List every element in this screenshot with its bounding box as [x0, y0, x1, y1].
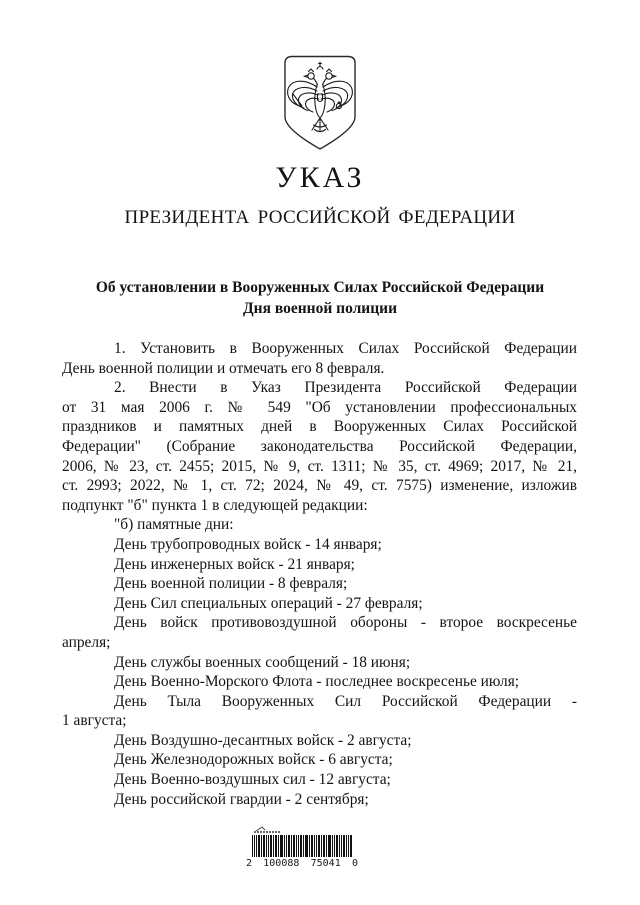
body-line: от 31 мая 2006 г. № 549 "Об установлении профессиональных	[62, 398, 577, 416]
body-line: День Сил специальных операций - 27 февраля;	[114, 594, 423, 612]
document-title-line2: Дня военной полиции	[242, 300, 398, 317]
body-line: День Военно-Морского Флота - последнее воскресенье июля;	[114, 673, 520, 691]
body-line: "б) памятные дни:	[114, 516, 234, 534]
barcode-digit-group: 0	[351, 858, 358, 869]
barcode-digit-group: 75041	[310, 858, 341, 869]
barcode-digits	[243, 858, 361, 869]
barcode-digit-group: 100088	[263, 858, 300, 869]
body-line: День военной полиции и отмечать его 8 февраля.	[62, 359, 385, 377]
body-line: 2. Внести в Указ Президента Российской Федерации	[114, 379, 577, 397]
body-line: День службы военных сообщений - 18 июня;	[114, 653, 411, 671]
body-line: День российской гвардии - 2 сентября;	[114, 790, 369, 808]
body-line: подпункт "б" пункта 1 в следующей редакции:	[62, 496, 368, 514]
body-line: 2006, № 23, ст. 2455; 2015, № 9, ст. 1311; № 35, ст. 4969; 2017, № 21,	[62, 457, 577, 475]
body-line: 1 августа;	[62, 712, 127, 730]
barcode-digit-group: 2	[246, 858, 253, 869]
russia-coat-of-arms-icon	[278, 54, 362, 152]
document-title-line1: Об установлении в Вооруженных Силах Российской Федерации	[95, 279, 545, 296]
barcode-block	[243, 826, 361, 869]
issuer-label: ПРЕЗИДЕНТА РОССИЙСКОЙ ФЕДЕРАЦИИ	[124, 207, 516, 228]
print-mark	[253, 826, 283, 833]
body-line: апреля;	[62, 633, 111, 651]
document-kind-label: УКАЗ	[275, 161, 365, 194]
document-body	[62, 339, 577, 809]
body-line: Федерации" (Собрание законодательства Российской Федерации,	[62, 437, 577, 455]
body-line: День Тыла Вооруженных Сил Российской Федерации -	[114, 692, 577, 710]
body-line: ст. 2993; 2022, № 1, ст. 72; 2024, № 49, ст. 7575) изменение, изложив	[62, 477, 577, 495]
body-line: День инженерных войск - 21 января;	[114, 555, 355, 573]
emblem-container	[278, 54, 362, 157]
body-line: День трубопроводных войск - 14 января;	[114, 535, 382, 553]
document-title	[0, 277, 640, 319]
body-line: праздников и памятных дней в Вооруженных Силах Российской	[62, 418, 577, 436]
body-line: 1. Установить в Вооруженных Силах Российской Федерации	[114, 340, 577, 357]
barcode-icon	[252, 835, 352, 857]
body-line: День военной полиции - 8 февраля;	[114, 575, 348, 593]
body-line: День Воздушно-десантных войск - 2 августа;	[114, 731, 412, 749]
body-line: День Военно-воздушных сил - 12 августа;	[114, 771, 391, 789]
body-line: День войск противовоздушной обороны - второе воскресенье	[114, 614, 577, 632]
body-line: День Железнодорожных войск - 6 августа;	[114, 751, 393, 769]
